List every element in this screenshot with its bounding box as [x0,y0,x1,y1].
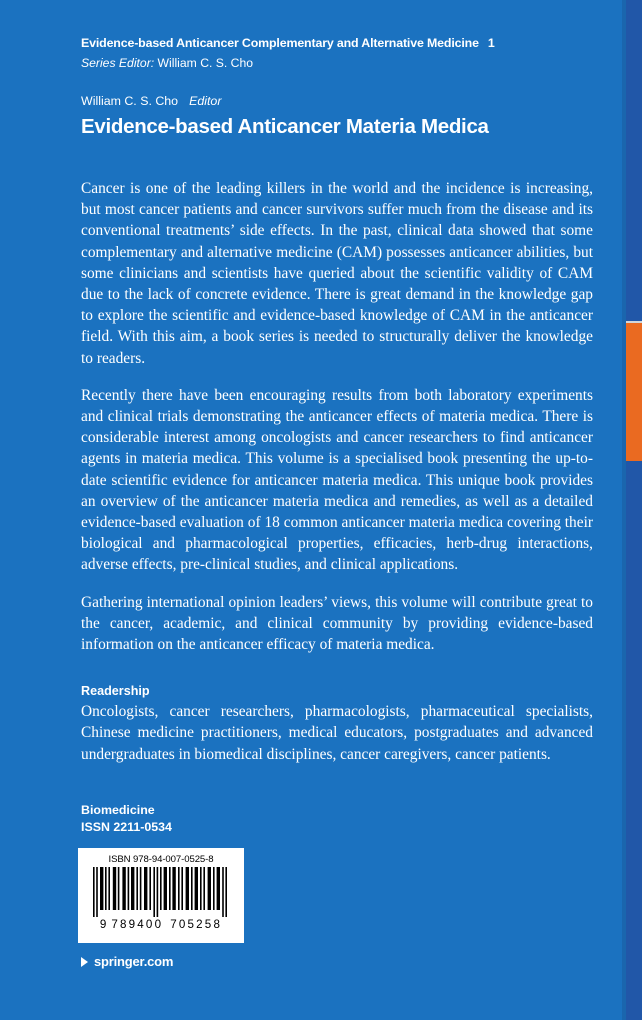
footer-block [81,802,593,835]
spine-edge-strip [626,0,642,1020]
springer-com-label: springer.com [94,954,174,969]
book-editor-role: Editor [189,94,222,108]
readership-heading: Readership [81,684,150,699]
spine-accent-band [626,321,642,461]
readership-body: Oncologists, cancer researchers, pharmacologists, pharmaceutical specialists, Chinese medicine practitioners, medical educators, postgraduates and advanced undergraduates in biomedical disciplines, cancer caregivers, cancer patients. [81,703,593,763]
series-editor-name: William C. S. Cho [157,56,254,70]
series-editor-line [81,55,593,71]
series-title-line [81,35,593,51]
book-editor-line [81,93,593,109]
imprint-name: Biomedicine [81,803,155,817]
series-volume-number: 1 [487,36,495,50]
book-title: Evidence-based Anticancer Materia Medica [81,115,489,138]
barcode-isbn-label: ISBN 978-94-007-0525-8 [108,854,214,865]
series-editor-label: Series Editor: [81,56,155,70]
cover-content [81,0,593,780]
springer-com-link[interactable] [81,954,173,969]
issn-number: ISSN 2211-0534 [81,820,172,834]
barcode-digit-group-2: 705258 [170,918,223,931]
barcode-lead-digit: 9 [99,918,107,931]
barcode-digits [78,918,244,931]
barcode-digit-group-1: 789400 [111,918,164,931]
blurb-paragraph-2: Recently there have been encouraging results from both laboratory experiments and clinical trials demonstrating the anticancer effects of materia medica. There is considerable interest among oncologists and cancer researchers to find anticancer agents in materia medica. This volume is a specialised book presenting the up-to-date scientific evidence for anticancer materia medica. This unique book provides an overview of the anticancer materia medica and remedies, as well as a detailed evidence-based evaluation of 18 common anticancer materia medica covering their biological and pharmacological properties, efficacies, herb-drug interactions, adverse effects, pre-clinical studies, and clinical applications. [81,386,593,574]
barcode-box [78,848,244,943]
series-title: Evidence-based Anticancer Complementary and Alternative Medicine [81,36,479,50]
play-triangle-icon [81,957,88,967]
blurb-paragraph-3: Gathering international opinion leaders’ views, this volume will contribute great to the cancer, academic, and clinical community by providing evidence-based information on the anticancer efficacy of materia medica. [81,593,593,654]
barcode-bars-icon [93,867,229,917]
book-editor-name: William C. S. Cho [81,94,179,108]
blurb-paragraph-1: Cancer is one of the leading killers in the world and the incidence is increasing, but most cancer patients and cancer survivors suffer much from the disease and its conventional treatments’ side effects. In the past, clinical data showed that some complementary and alternative medicine (CAM) possesses anticancer abilities, but some clinicians and scientists have queried about the scientific validity of CAM due to the lack of concrete evidence. There is great demand in the knowledge gap to explore the scientific and evidence-based knowledge of CAM in the anticancer field. With this aim, a book series is needed to structurally deliver the knowledge to readers. [81,180,593,367]
